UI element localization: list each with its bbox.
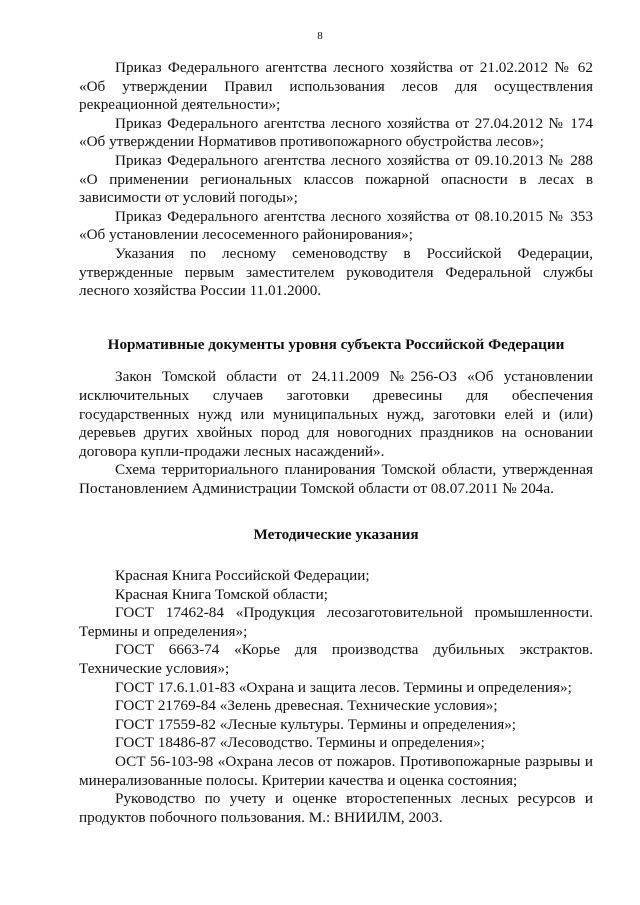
list-item: ГОСТ 18486-87 «Лесоводство. Термины и определения»; <box>115 734 485 752</box>
list-item: Приказ Федерального агентства лесного хозяйства от 08.10.2015 № 353 «Об установлении лесосеменного районирования»; <box>79 207 593 244</box>
list-item: Руководство по учету и оценке второстепенных лесных ресурсов и продуктов побочного пользования. М.: ВНИИЛМ, 2003. <box>79 790 593 826</box>
list-item: Красная Книга Российской Федерации; <box>115 567 370 585</box>
list-item: Указания по лесному семеноводству в Российской Федерации, утвержденные первым заместителем руководителя Федеральной службы лесного хозяйства России 11.01.2000. <box>79 244 593 300</box>
list-item: Приказ Федерального агентства лесного хозяйства от 27.04.2012 № 174 «Об утверждении Нормативов противопожарного обустройства лесов»; <box>79 114 593 151</box>
list-item: ГОСТ 6663-74 «Корье для производства дубильных экстрактов. Технические условия»; <box>79 641 593 678</box>
section-heading-regional: Нормативные документы уровня субъекта Российской Федерации <box>107 335 565 353</box>
list-item: Схема территориального планирования Томской области, утвержденная Постановлением Администрации Томской области от 08.07.2011 № 204а. <box>79 461 593 497</box>
list-item: Красная Книга Томской области; <box>115 585 328 603</box>
document-body <box>79 59 593 827</box>
list-item: ГОСТ 17.6.1.01-83 «Охрана и защита лесов. Термины и определения»; <box>115 678 572 696</box>
list-item: Приказ Федерального агентства лесного хозяйства от 21.02.2012 № 62 «Об утверждении Правил использования лесов для осуществления рекреационной деятельности»; <box>79 59 593 114</box>
list-item: ГОСТ 17559-82 «Лесные культуры. Термины и определения»; <box>115 715 517 733</box>
list-item: ГОСТ 21769-84 «Зелень древесная. Технические условия»; <box>115 697 498 715</box>
methodical-documents-list <box>79 567 593 827</box>
list-item: ОСТ 56-103-98 «Охрана лесов от пожаров. Противопожарные разрывы и минерализованные полосы. Критерии качества и оценка состояния; <box>79 753 593 789</box>
list-item: Приказ Федерального агентства лесного хозяйства от 09.10.2013 № 288 «О применении региональных классов пожарной опасности в лесах в зависимости от условий погоды»; <box>79 151 593 207</box>
section-heading-methodical: Методические указания <box>253 526 419 544</box>
list-item: Закон Томской области от 24.11.2009 №256-ОЗ «Об установлении исключительных случаев заготовки древесины для обеспечения государственных нужд или муниципальных нужд, заготовки елей и (или) деревьев других хвойных пород для новогодних праздников на основании договора купли-продажи лесных насаждений». <box>79 368 593 460</box>
list-item: ГОСТ 17462-84 «Продукция лесозаготовительной промышленности. Термины и определения»; <box>79 604 593 640</box>
regional-documents-list <box>79 368 593 498</box>
page-number: 8 <box>317 30 323 42</box>
federal-documents-list <box>79 59 593 301</box>
